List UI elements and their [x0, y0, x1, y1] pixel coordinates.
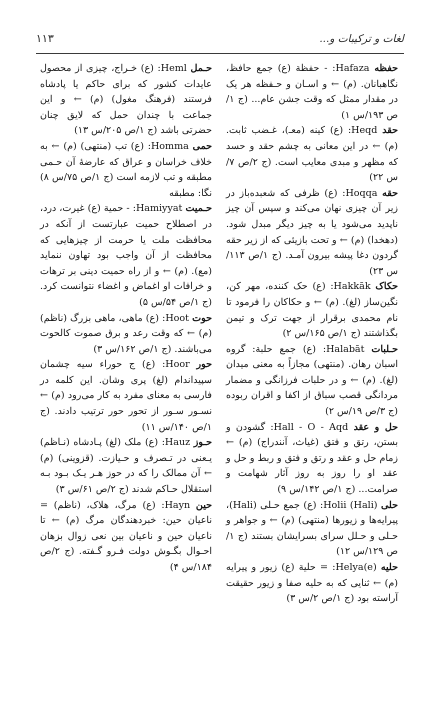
glossary-entry	[226, 342, 398, 420]
headword: حکاک	[375, 281, 398, 293]
headword: حفظه	[374, 63, 398, 74]
headword: حـمیت	[185, 203, 212, 215]
entry-text: Homma: (ع) تب (منتهی) (م) ← به خلاف خراسان و عراق که عارضهٔ آن حـمی مطبقه و تب لازمه است (ج ۱/ص ۷۵/س ۸) نگا: مطبقه	[40, 140, 213, 199]
entry-text: Hoqqa: (ع) ظرفی که شعبده‌باز در زیر آن چیزی نهان می‌کند و سپس آن چیز ناپدید می‌شود یا به چیز دیگر مبدل شود. (دهخدا) (م) ← و تحت بازیئی که از زیر حقه گردون دغا پیشه بیرون آمـد. (ج ۱/ص ۱۱۳/س ۲۳)	[226, 187, 398, 277]
headword: حـلبات	[371, 343, 398, 355]
headword: حوت	[192, 312, 212, 324]
headword: حلیه	[380, 562, 398, 573]
page-number: ۱۱۳	[36, 32, 54, 45]
headword: حین	[195, 499, 212, 511]
headword: حمی	[192, 140, 212, 152]
glossary-entry	[40, 357, 212, 435]
glossary-entry	[226, 279, 398, 341]
glossary-entry	[40, 61, 212, 139]
running-header	[36, 33, 404, 51]
entry-text: Helya(e): = حلیة (ع) زیور و پیرایه (م) ← ثنایی که به حلیه صفا و زیور حقیقت آراسته بود (ج ۱/ص ۲/س ۳)	[226, 562, 398, 605]
entry-text: Heqd: (ع) کینه (معـ)، غـضب ثابت. (م) ← در این معانی به چشم حقد و حسد که مظهر و مبدی معایب است. (ج ۲/ص ۷/س ۲۲)	[226, 125, 398, 184]
glossary-entry	[40, 201, 212, 310]
headword: حقد	[382, 125, 398, 137]
headword: حلی	[380, 499, 398, 511]
glossary-entry	[40, 498, 212, 576]
glossary-entry	[40, 311, 212, 358]
glossary-entry	[226, 61, 398, 123]
glossary-entry	[226, 498, 398, 560]
entry-text: Heml: (ع) خـراج، چیزی از محصول عایدات کشور که برای حاکم یا پادشاه فرستند (فرهنگ مغول) (م) ← و این جماعت با چندان حمل که لایق چنان حضرتی باشد (ج ۱/ص ۲۰۵/س ۱۳)	[40, 63, 212, 137]
headword: حل و عقد	[353, 421, 398, 433]
headword: حـوز	[193, 437, 212, 449]
entry-text: Hoot: (ع) ماهی، ماهی بزرگ (ناظم) (م) ← که وقت رعد و برق صموت کالحوت می‌باشند. (ج ۱/ص ۱۶۲/س ۳)	[40, 312, 212, 355]
glossary-entry	[226, 123, 398, 185]
entry-text: Hall - O - Aqd: گشودن و بستن، رتق و فتق (غیاث، آنندراج) (م) ← زمام حل و عقد و رتق و فتق و ربط و حل و عقد او را روز به روز آثار شهامت و صرامت... (ج ۱/ص ۱۴۲/س ۹)	[226, 421, 398, 496]
entry-text: Hamiyyat: - حمیة (ع) غیرت، درد، در اصطلاح حمیت عبارتست از آنکه در محافظت ملت یا حرمت از چیزهایی که محافظت از آن واجب بود تهاون ننماید (مع). (م) ← و از راه حمیت دینی بر ترهات و خرافات او اغماض و اغضاء نتوانست کرد. (ج ۱/ص ۵۴/س ۵)	[40, 203, 212, 308]
entry-text: Hayn: (ع) مرگ، هلاک، (ناظم) = ناعیان حین: خبردهندگان مرگ (م) ← تا ناعیان حین و ناعیان بین نعی زوال بزهان احـوال بگـوش دولت فـرو گـفته. (ج ۲/ص ۱۸۴/س ۴)	[40, 499, 212, 573]
glossary-entry	[226, 186, 398, 280]
entry-text: Hoor: (ع) ج حوراء سیه چشمان سپیداندام (لغ) پری وشان. این کلمه در فارسی به معنای مفرد به کار می‌رود (م) ← نسـور سـور از تحور حور ترتیب دادند. (ج ۱/ص ۱۴۰/س ۱۱)	[40, 359, 212, 433]
left-column	[40, 61, 212, 576]
entry-text: Hafaza: - حفظة (ع) جمع حافظ، نگاهبانان. (م) ← و اسـان و حـفظه هر یک در مقدار ممثل که وقت جشن عام... (ج ۱/ص ۱۹۳/س ۱)	[226, 63, 398, 121]
headword: حـمل	[190, 63, 212, 74]
glossary-entry	[226, 560, 398, 607]
entry-text: Holii (Hali): (ع) جمع حـلی (Hali)، پیرایه‌ها و زیورها (منتهی) (م) ← و جواهر و حـلی و حـلل سرای بسرایشان بستند (ج ۱/ص ۱۲۹/س ۱۲)	[226, 499, 398, 558]
running-title: لغات و ترکیبات و...	[319, 33, 404, 45]
headword: حور	[196, 359, 212, 371]
right-column	[226, 61, 398, 607]
entry-text: Hakkāk: (ع) حک کننده، مهر کن، نگین‌ساز (لغ). (م) ← و حکاکان را فرمود تا نام محمدی برقرار از جهت ترک و تیمن بگذاشتند (ج ۱/ص ۱۶۵/س ۲)	[226, 281, 398, 340]
glossary-entry	[226, 420, 398, 498]
headword: حقه	[382, 187, 398, 199]
glossary-entry	[40, 139, 212, 201]
entry-text: Halabāt: (ع) جمع حلبة: گروه اسبان رهان. (منتهی) مجازاً به معنی میدان (لغ). (م) ← و در حلبات فرزانگی و مضمار مردانگی قصب سباق از اکفا و اقران ربوده (ج ۳/ص ۱۹/س ۲)	[226, 343, 398, 418]
glossary-entry	[40, 435, 212, 497]
entry-text: Hauz: (ع) ملک (لغ) پـادشاه (نـاظم) یـعنی در تـصرف و حـیازت. (قزوینی) (م) ← آن ممالک را که در حوز هـر یـک بـود بـه استقلال حـاکم شدند (ج ۲/ص ۶۱/س ۳)	[40, 437, 212, 496]
header-rule	[36, 53, 404, 54]
